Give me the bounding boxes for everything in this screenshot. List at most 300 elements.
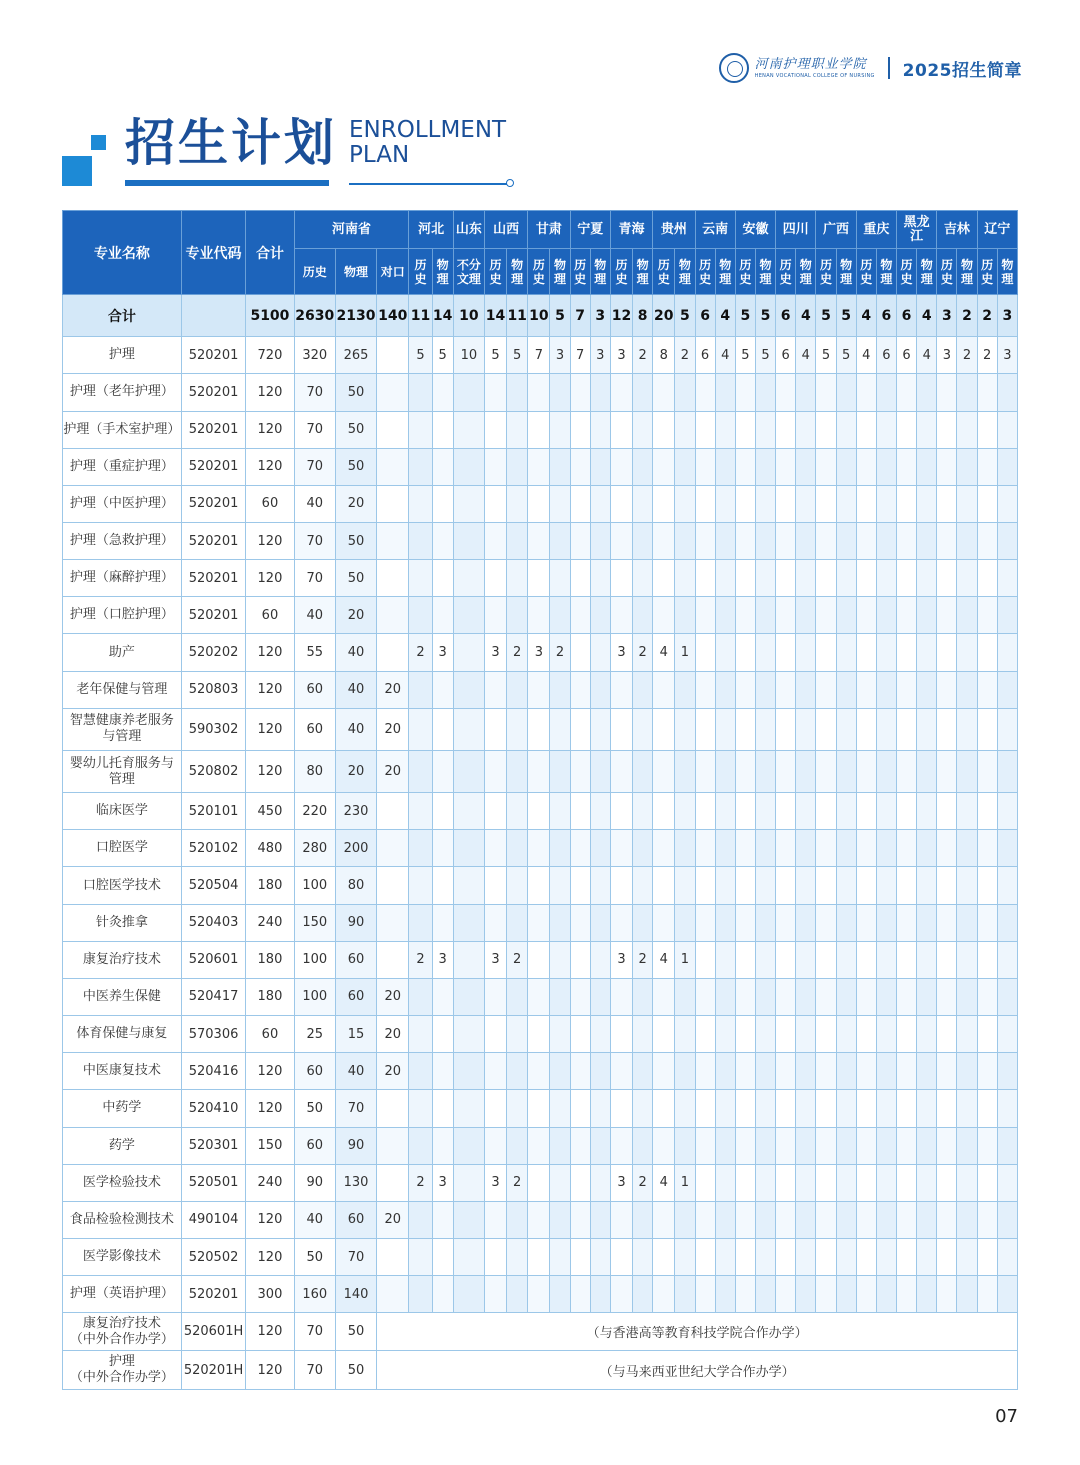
quota-cell xyxy=(957,1201,977,1238)
quota-cell xyxy=(570,1090,590,1127)
quota-cell xyxy=(917,1201,937,1238)
header-subject: 不分 文理 xyxy=(453,249,484,295)
quota-cell xyxy=(432,867,453,904)
quota-cell xyxy=(776,830,796,867)
quota-cell xyxy=(675,708,695,750)
quota-cell xyxy=(917,597,937,634)
header-province: 黑龙 江 xyxy=(896,211,936,249)
quota-cell xyxy=(997,1201,1017,1238)
quota-cell xyxy=(715,867,735,904)
quota-cell xyxy=(715,941,735,978)
quota-cell: 80 xyxy=(294,750,335,792)
quota-cell xyxy=(836,411,856,448)
quota-cell xyxy=(550,830,570,867)
quota-cell: 3 xyxy=(610,941,632,978)
quota-cell xyxy=(507,485,528,522)
quota-cell xyxy=(876,374,896,411)
quota-cell xyxy=(507,374,528,411)
major-name: 体育保健与康复 xyxy=(63,1016,182,1053)
header-province: 山东 xyxy=(453,211,484,249)
quota-cell xyxy=(735,978,755,1015)
quota-cell xyxy=(937,750,957,792)
quota-cell xyxy=(409,904,432,941)
quota-cell xyxy=(507,793,528,830)
quota-cell xyxy=(776,374,796,411)
quota-cell: 5 xyxy=(484,337,506,374)
quota-cell: 60 xyxy=(246,1016,294,1053)
quota-cell xyxy=(715,1016,735,1053)
quota-cell xyxy=(937,671,957,708)
quota-cell xyxy=(528,411,550,448)
quota-cell xyxy=(856,941,876,978)
quota-cell xyxy=(550,1090,570,1127)
quota-cell xyxy=(997,560,1017,597)
major-name: 临床医学 xyxy=(63,793,182,830)
quota-cell xyxy=(695,448,715,485)
table-row xyxy=(63,1164,1018,1201)
cooperation-note: （与马来西亚世纪大学合作办学） xyxy=(377,1351,1018,1390)
quota-cell xyxy=(528,1090,550,1127)
quota-cell xyxy=(715,1164,735,1201)
quota-cell xyxy=(377,793,409,830)
table-row xyxy=(63,485,1018,522)
quota-cell: 70 xyxy=(294,1351,335,1390)
quota-cell xyxy=(997,1016,1017,1053)
quota-cell xyxy=(590,793,610,830)
quota-cell xyxy=(715,634,735,671)
quota-cell xyxy=(977,867,997,904)
quota-cell: 8 xyxy=(653,337,675,374)
quota-cell xyxy=(896,941,916,978)
quota-cell xyxy=(590,560,610,597)
quota-cell xyxy=(755,830,775,867)
quota-cell xyxy=(997,978,1017,1015)
quota-cell xyxy=(896,793,916,830)
quota-cell xyxy=(377,1090,409,1127)
quota-cell xyxy=(957,1090,977,1127)
quota-cell xyxy=(917,671,937,708)
quota-cell xyxy=(570,1239,590,1276)
quota-cell xyxy=(550,904,570,941)
quota-cell xyxy=(377,522,409,559)
quota-cell xyxy=(695,793,715,830)
quota-cell xyxy=(735,708,755,750)
quota-cell xyxy=(453,1276,484,1313)
quota-cell: 2 xyxy=(675,337,695,374)
quota-cell xyxy=(570,867,590,904)
quota-cell xyxy=(695,485,715,522)
header-subject: 物 理 xyxy=(507,249,528,295)
header-major-name: 专业名称 xyxy=(63,211,182,295)
quota-cell xyxy=(816,1239,836,1276)
quota-cell xyxy=(937,904,957,941)
quota-cell xyxy=(695,522,715,559)
quota-cell xyxy=(755,1239,775,1276)
table-row xyxy=(63,1201,1018,1238)
quota-cell xyxy=(653,448,675,485)
major-name: 护理 （中外合作办学） xyxy=(63,1351,182,1390)
major-code: 520202 xyxy=(181,634,245,671)
quota-cell xyxy=(570,597,590,634)
quota-cell xyxy=(633,560,653,597)
quota-cell xyxy=(937,978,957,1015)
quota-cell xyxy=(570,411,590,448)
quota-cell xyxy=(997,904,1017,941)
quota-cell xyxy=(755,978,775,1015)
quota-cell xyxy=(735,634,755,671)
quota-cell xyxy=(528,941,550,978)
quota-cell xyxy=(796,522,816,559)
quota-cell: 5 xyxy=(432,337,453,374)
quota-cell xyxy=(484,522,506,559)
quota-cell xyxy=(453,522,484,559)
quota-cell xyxy=(610,1090,632,1127)
quota-cell: 2 xyxy=(633,1164,653,1201)
quota-cell xyxy=(776,750,796,792)
total-cell: 5 xyxy=(816,295,836,337)
quota-cell: 220 xyxy=(294,793,335,830)
quota-cell xyxy=(610,750,632,792)
quota-cell xyxy=(675,448,695,485)
quota-cell xyxy=(917,634,937,671)
quota-cell xyxy=(409,978,432,1015)
quota-cell: 120 xyxy=(246,750,294,792)
quota-cell xyxy=(776,1053,796,1090)
quota-cell: 280 xyxy=(294,830,335,867)
coop-row xyxy=(63,1351,1018,1390)
quota-cell xyxy=(796,867,816,904)
quota-cell xyxy=(453,1164,484,1201)
quota-cell xyxy=(528,1127,550,1164)
quota-cell xyxy=(816,1053,836,1090)
quota-cell xyxy=(896,374,916,411)
quota-cell xyxy=(957,1276,977,1313)
quota-cell xyxy=(432,1053,453,1090)
quota-cell xyxy=(796,1201,816,1238)
quota-cell: 50 xyxy=(335,560,376,597)
quota-cell: 5 xyxy=(755,337,775,374)
quota-cell xyxy=(695,671,715,708)
header-province: 辽宁 xyxy=(977,211,1017,249)
quota-cell xyxy=(836,634,856,671)
quota-cell xyxy=(507,1201,528,1238)
quota-cell xyxy=(856,1127,876,1164)
quota-cell xyxy=(528,671,550,708)
header-major-code: 专业代码 xyxy=(181,211,245,295)
quota-cell xyxy=(570,1201,590,1238)
quota-cell: 120 xyxy=(246,1313,294,1351)
quota-cell xyxy=(876,485,896,522)
total-cell: 5 xyxy=(755,295,775,337)
quota-cell xyxy=(957,1164,977,1201)
quota-cell xyxy=(484,830,506,867)
major-code: 520201 xyxy=(181,374,245,411)
quota-cell xyxy=(484,448,506,485)
quota-cell xyxy=(796,597,816,634)
quota-cell xyxy=(484,1239,506,1276)
quota-cell: 3 xyxy=(528,634,550,671)
quota-cell: 6 xyxy=(896,337,916,374)
quota-cell xyxy=(453,1090,484,1127)
quota-cell: 2 xyxy=(409,634,432,671)
quota-cell xyxy=(590,941,610,978)
quota-cell xyxy=(917,904,937,941)
quota-cell xyxy=(856,597,876,634)
quota-cell xyxy=(653,597,675,634)
quota-cell xyxy=(653,411,675,448)
quota-cell xyxy=(977,1201,997,1238)
table-row xyxy=(63,904,1018,941)
quota-cell xyxy=(917,1239,937,1276)
major-name: 康复治疗技术 （中外合作办学） xyxy=(63,1313,182,1351)
cooperation-note: （与香港高等教育科技学院合作办学） xyxy=(377,1313,1018,1351)
quota-cell xyxy=(675,1127,695,1164)
quota-cell xyxy=(997,793,1017,830)
quota-cell xyxy=(917,522,937,559)
quota-cell xyxy=(796,1127,816,1164)
total-cell: 4 xyxy=(796,295,816,337)
quota-cell xyxy=(550,750,570,792)
quota-cell xyxy=(836,671,856,708)
quota-cell: 180 xyxy=(246,867,294,904)
quota-cell xyxy=(917,1127,937,1164)
quota-cell xyxy=(755,634,775,671)
header-subject: 物 理 xyxy=(675,249,695,295)
header-subject: 历 史 xyxy=(776,249,796,295)
quota-cell xyxy=(675,1016,695,1053)
quota-cell xyxy=(816,750,836,792)
quota-cell: 70 xyxy=(294,448,335,485)
quota-cell xyxy=(590,671,610,708)
quota-cell xyxy=(653,1016,675,1053)
quota-cell xyxy=(675,522,695,559)
quota-cell xyxy=(590,867,610,904)
quota-cell: 40 xyxy=(335,1053,376,1090)
quota-cell xyxy=(957,1053,977,1090)
total-cell: 4 xyxy=(715,295,735,337)
quota-cell xyxy=(432,1239,453,1276)
quota-cell xyxy=(610,978,632,1015)
quota-cell xyxy=(735,671,755,708)
total-cell: 4 xyxy=(917,295,937,337)
quota-cell xyxy=(484,867,506,904)
quota-cell xyxy=(507,830,528,867)
quota-cell xyxy=(836,1053,856,1090)
quota-cell xyxy=(977,597,997,634)
quota-cell xyxy=(409,1201,432,1238)
quota-cell xyxy=(550,411,570,448)
quota-cell xyxy=(917,1164,937,1201)
quota-cell: 40 xyxy=(335,708,376,750)
major-code: 520416 xyxy=(181,1053,245,1090)
quota-cell: 25 xyxy=(294,1016,335,1053)
quota-cell xyxy=(695,750,715,792)
quota-cell xyxy=(977,904,997,941)
quota-cell xyxy=(735,485,755,522)
quota-cell xyxy=(755,750,775,792)
quota-cell xyxy=(755,522,775,559)
quota-cell xyxy=(977,448,997,485)
quota-cell xyxy=(633,374,653,411)
quota-cell xyxy=(695,904,715,941)
quota-cell xyxy=(377,337,409,374)
quota-cell xyxy=(633,793,653,830)
header-subject: 物 理 xyxy=(957,249,977,295)
quota-cell xyxy=(675,485,695,522)
total-row-label: 合计 xyxy=(63,295,182,337)
quota-cell: 120 xyxy=(246,671,294,708)
quota-cell xyxy=(377,448,409,485)
quota-cell xyxy=(653,1201,675,1238)
quota-cell xyxy=(550,1127,570,1164)
major-name: 婴幼儿托育服务与 管理 xyxy=(63,750,182,792)
quota-cell: 7 xyxy=(528,337,550,374)
quota-cell xyxy=(997,671,1017,708)
quota-cell xyxy=(432,904,453,941)
quota-cell xyxy=(997,708,1017,750)
quota-cell xyxy=(836,904,856,941)
quota-cell xyxy=(453,1239,484,1276)
quota-cell xyxy=(816,867,836,904)
quota-cell: 50 xyxy=(335,1313,376,1351)
quota-cell xyxy=(409,1016,432,1053)
quota-cell xyxy=(896,830,916,867)
quota-cell xyxy=(377,830,409,867)
quota-cell xyxy=(550,597,570,634)
quota-cell: 120 xyxy=(246,634,294,671)
quota-cell xyxy=(653,1239,675,1276)
quota-cell xyxy=(570,941,590,978)
major-code: 520802 xyxy=(181,750,245,792)
quota-cell xyxy=(856,904,876,941)
header-province: 重庆 xyxy=(856,211,896,249)
quota-cell xyxy=(836,941,856,978)
quota-cell xyxy=(997,941,1017,978)
quota-cell xyxy=(507,560,528,597)
major-name: 中医康复技术 xyxy=(63,1053,182,1090)
quota-cell xyxy=(997,1127,1017,1164)
quota-cell xyxy=(675,411,695,448)
major-code: 520102 xyxy=(181,830,245,867)
quota-cell xyxy=(836,978,856,1015)
total-cell: 140 xyxy=(377,295,409,337)
quota-cell xyxy=(675,750,695,792)
quota-cell xyxy=(997,1276,1017,1313)
quota-cell xyxy=(755,671,775,708)
quota-cell xyxy=(917,978,937,1015)
quota-cell xyxy=(735,411,755,448)
quota-cell xyxy=(528,867,550,904)
quota-cell xyxy=(550,1053,570,1090)
quota-cell xyxy=(409,560,432,597)
total-cell: 8 xyxy=(633,295,653,337)
quota-cell xyxy=(528,1201,550,1238)
quota-cell xyxy=(550,1201,570,1238)
quota-cell xyxy=(896,978,916,1015)
quota-cell xyxy=(695,374,715,411)
quota-cell xyxy=(675,1053,695,1090)
major-name: 护理（急救护理） xyxy=(63,522,182,559)
quota-cell xyxy=(876,793,896,830)
table-row xyxy=(63,867,1018,904)
quota-cell: 4 xyxy=(653,941,675,978)
quota-cell xyxy=(836,485,856,522)
quota-cell: 130 xyxy=(335,1164,376,1201)
quota-cell xyxy=(633,485,653,522)
quota-cell xyxy=(796,448,816,485)
quota-cell xyxy=(977,793,997,830)
quota-cell: 3 xyxy=(590,337,610,374)
quota-cell xyxy=(610,708,632,750)
quota-cell: 240 xyxy=(246,1164,294,1201)
quota-cell xyxy=(409,708,432,750)
total-cell: 14 xyxy=(484,295,506,337)
quota-cell xyxy=(432,374,453,411)
quota-cell: 4 xyxy=(653,1164,675,1201)
quota-cell xyxy=(896,904,916,941)
header-subject: 历 史 xyxy=(695,249,715,295)
quota-cell xyxy=(776,448,796,485)
quota-cell: 180 xyxy=(246,941,294,978)
quota-cell xyxy=(937,1127,957,1164)
quota-cell xyxy=(570,750,590,792)
quota-cell: 3 xyxy=(484,941,506,978)
quota-cell xyxy=(590,1276,610,1313)
quota-cell: 200 xyxy=(335,830,376,867)
quota-cell xyxy=(409,485,432,522)
quota-cell xyxy=(570,793,590,830)
header-province: 河北 xyxy=(409,211,453,249)
quota-cell xyxy=(377,1127,409,1164)
quota-cell xyxy=(675,1239,695,1276)
header-subject: 物 理 xyxy=(715,249,735,295)
quota-cell xyxy=(937,485,957,522)
quota-cell: 3 xyxy=(432,1164,453,1201)
quota-cell xyxy=(917,1053,937,1090)
quota-cell xyxy=(484,560,506,597)
quota-cell xyxy=(755,1127,775,1164)
enrollment-plan-table xyxy=(62,210,1018,1390)
quota-cell xyxy=(977,411,997,448)
quota-cell xyxy=(937,708,957,750)
quota-cell xyxy=(653,708,675,750)
quota-cell xyxy=(550,485,570,522)
quota-cell xyxy=(653,560,675,597)
quota-cell xyxy=(997,830,1017,867)
quota-cell xyxy=(856,1053,876,1090)
quota-cell: 20 xyxy=(377,1201,409,1238)
major-name: 老年保健与管理 xyxy=(63,671,182,708)
school-name: 河南护理职业学院 xyxy=(754,56,867,72)
quota-cell: 20 xyxy=(377,1053,409,1090)
header-province: 宁夏 xyxy=(570,211,610,249)
quota-cell xyxy=(876,750,896,792)
quota-cell xyxy=(896,411,916,448)
quota-cell xyxy=(507,1239,528,1276)
quota-cell xyxy=(653,1127,675,1164)
quota-cell xyxy=(675,597,695,634)
quota-cell xyxy=(507,448,528,485)
quota-cell xyxy=(735,1276,755,1313)
quota-cell xyxy=(957,978,977,1015)
major-name: 护理（手术室护理） xyxy=(63,411,182,448)
quota-cell: 300 xyxy=(246,1276,294,1313)
quota-cell xyxy=(653,485,675,522)
total-cell: 6 xyxy=(776,295,796,337)
quota-cell xyxy=(856,411,876,448)
quota-cell xyxy=(550,448,570,485)
quota-cell xyxy=(776,793,796,830)
